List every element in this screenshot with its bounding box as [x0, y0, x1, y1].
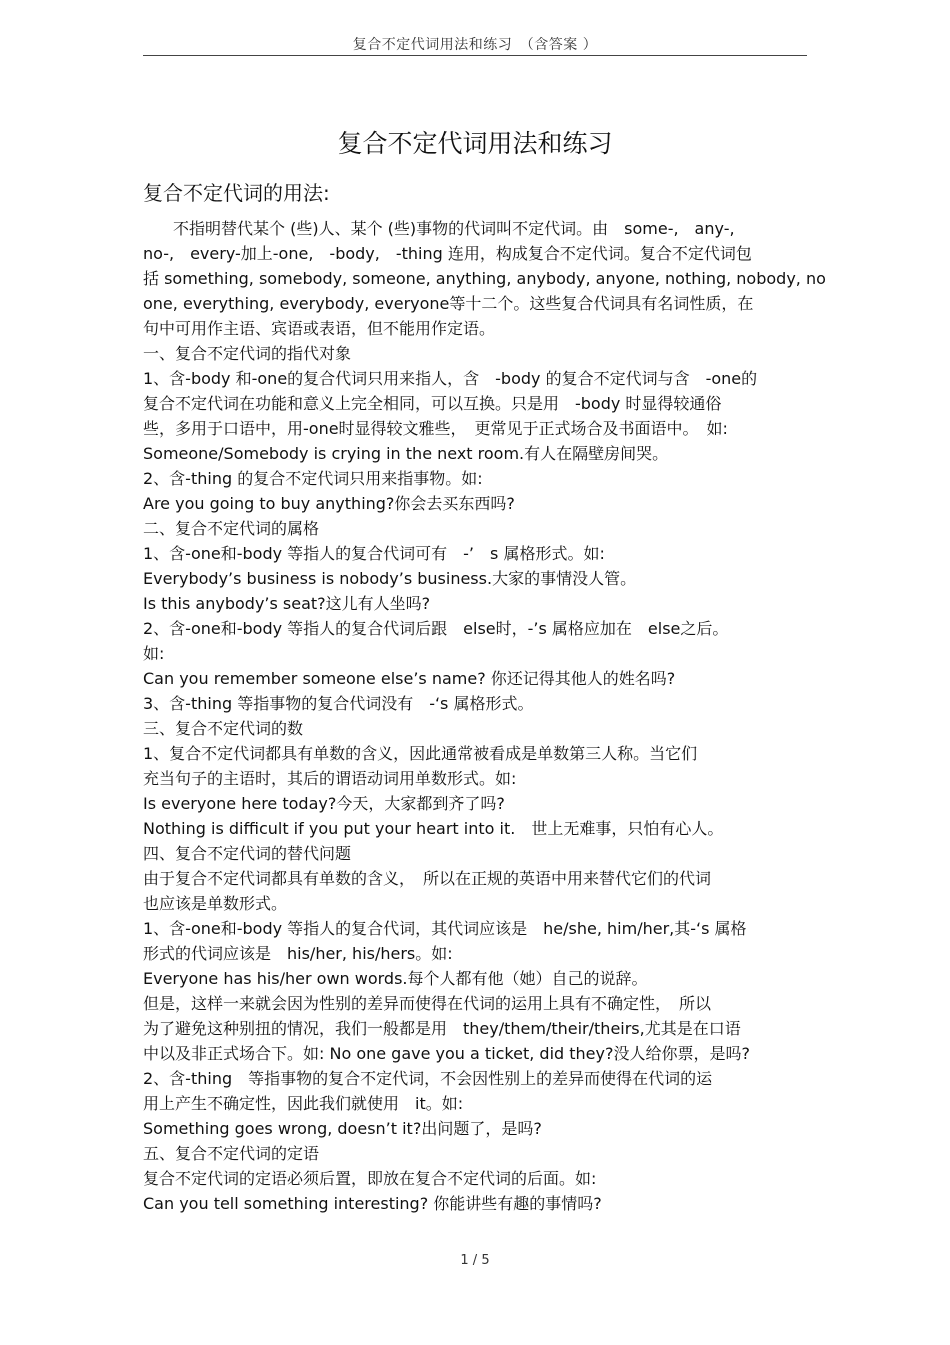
text-line: 2、含-one和-body 等指人的复合代词后跟 else时，-’s 属格应加在 else之后。	[143, 619, 729, 638]
example-line: Something goes wrong, doesn’t it?出问题了，是吗?	[143, 1119, 542, 1138]
text-line: 为了避免这种别扭的情况，我们一般都是用 they/them/their/theirs,尤其是在口语	[143, 1019, 741, 1038]
page-title: 复合不定代词用法和练习	[337, 129, 613, 158]
example-line: Can you remember someone else’s name? 你还记得其他人的姓名吗?	[143, 669, 676, 688]
text-line: 复合不定代词在功能和意义上完全相同，可以互换。只是用 -body 时显得较通俗	[143, 394, 722, 413]
running-header: 复合不定代词用法和练习 （含答案 ）	[352, 37, 598, 53]
text-line: 句中可用作主语、宾语或表语，但不能用作定语。	[143, 319, 496, 338]
text-line: 2、含-thing 的复合不定代词只用来指事物。如:	[143, 469, 483, 488]
example-line: Are you going to buy anything?你会去买东西吗?	[143, 494, 515, 513]
text-line: 1、含-one和-body 等指人的复合代词可有 -’ s 属格形式。如:	[143, 544, 605, 563]
text-line: 1、含-one和-body 等指人的复合代词，其代词应该是 he/she, him/her,其-‘s 属格	[143, 919, 747, 938]
example-line: Everybody’s business is nobody’s business.大家的事情没人管。	[143, 569, 637, 588]
text-line: 用上产生不确定性，因此我们就使用 it。如:	[143, 1094, 464, 1113]
text-line: 如:	[143, 644, 165, 663]
header-divider	[143, 55, 807, 56]
text-line: 中以及非正式场合下。如: No one gave you a ticket, did they?没人给你票，是吗?	[143, 1044, 750, 1063]
text-line: one, everything, everybody, everyone等十二个。这些复合代词具有名词性质，在	[143, 294, 754, 313]
page-number: 1 / 5	[460, 1253, 490, 1268]
text-line: 不指明替代某个 (些)人、某个 (些)事物的代词叫不定代词。由 some-, any-,	[173, 219, 735, 238]
subheading-line: 五、复合不定代词的定语	[143, 1144, 320, 1163]
example-line: Is this anybody’s seat?这儿有人坐吗?	[143, 594, 431, 613]
subheading-line: 四、复合不定代词的替代问题	[143, 844, 352, 863]
example-line: Can you tell something interesting? 你能讲些有趣的事情吗?	[143, 1194, 602, 1213]
text-line: 复合不定代词的定语必须后置，即放在复合不定代词的后面。如:	[143, 1169, 597, 1188]
body-text	[143, 216, 826, 1216]
text-line: no-, every-加上-one, -body, -thing 连用，构成复合不定代词。复合不定代词包	[143, 244, 752, 263]
subheading-line: 二、复合不定代词的属格	[143, 519, 320, 538]
text-line: 3、含-thing 等指事物的复合代词没有 -‘s 属格形式。	[143, 694, 534, 713]
text-line: 由于复合不定代词都具有单数的含义， 所以在正规的英语中用来替代它们的代词	[143, 869, 712, 888]
section-heading: 复合不定代词的用法:	[143, 181, 330, 205]
text-line: 也应该是单数形式。	[143, 894, 288, 913]
text-line: 2、含-thing 等指事物的复合不定代词，不会因性别上的差异而使得在代词的运	[143, 1069, 713, 1088]
text-line: 1、含-body 和-one的复合代词只用来指人，含 -body 的复合不定代词与含 -one的	[143, 369, 758, 388]
example-line: Someone/Somebody is crying in the next room.有人在隔壁房间哭。	[143, 444, 669, 463]
example-line: Everyone has his/her own words.每个人都有他（她）自己的说辞。	[143, 969, 648, 988]
subheading-line: 一、复合不定代词的指代对象	[143, 344, 352, 363]
example-line: Is everyone here today?今天，大家都到齐了吗?	[143, 794, 505, 813]
example-line: Nothing is difficult if you put your heart into it. 世上无难事，只怕有心人。	[143, 819, 724, 838]
text-line: 些，多用于口语中，用-one时显得较文雅些， 更常见于正式场合及书面语中。 如:	[143, 419, 728, 438]
text-line: 充当句子的主语时，其后的谓语动词用单数形式。如:	[143, 769, 517, 788]
text-line: 但是，这样一来就会因为性别的差异而使得在代词的运用上具有不确定性， 所以	[143, 994, 712, 1013]
text-line: 形式的代词应该是 his/her, his/hers。如:	[143, 944, 453, 963]
text-line: 1、复合不定代词都具有单数的含义，因此通常被看成是单数第三人称。当它们	[143, 744, 698, 763]
subheading-line: 三、复合不定代词的数	[143, 719, 304, 738]
text-line: 括 something, somebody, someone, anything, anybody, anyone, nothing, nobody, no	[143, 269, 826, 288]
